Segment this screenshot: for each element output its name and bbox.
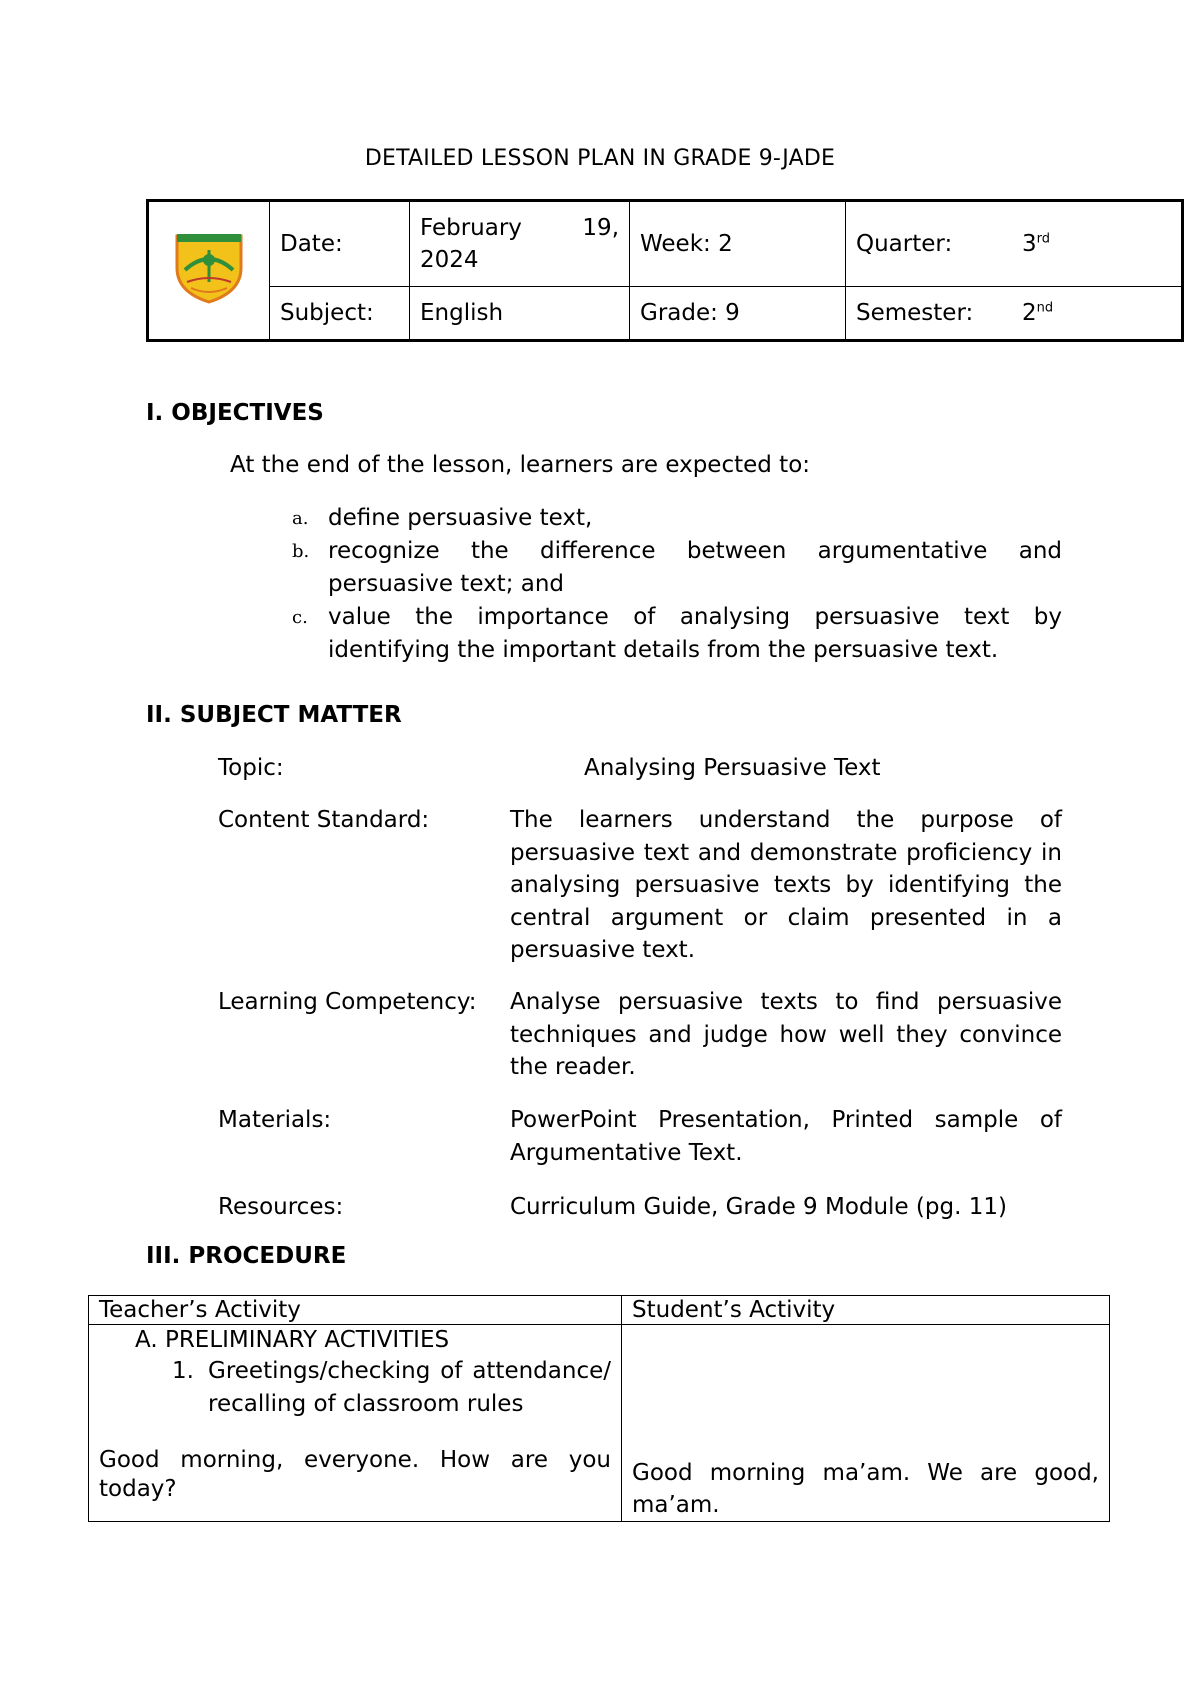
objectives-heading: I. OBJECTIVES bbox=[146, 400, 324, 426]
resources-value: Curriculum Guide, Grade 9 Module (pg. 11) bbox=[510, 1194, 1007, 1220]
subject-matter-heading: II. SUBJECT MATTER bbox=[146, 702, 402, 728]
objective-item: a. define persuasive text, bbox=[292, 505, 593, 531]
procedure-item-1: 1. Greetings/checking of attendance/ recalling of classroom rules bbox=[172, 1358, 611, 1417]
student-activity-header: Student’s Activity bbox=[622, 1296, 1110, 1325]
objective-item: b. recognize the difference between argumentative and persuasive text; and bbox=[292, 538, 1062, 597]
procedure-table bbox=[88, 1295, 1110, 1522]
resources-row bbox=[218, 1191, 1064, 1224]
student-activity-cell bbox=[622, 1325, 1110, 1522]
quarter-cell: Quarter: 3rd bbox=[846, 201, 1183, 287]
grade-cell: Grade: 9 bbox=[630, 287, 846, 341]
subject-label: Subject: bbox=[270, 287, 410, 341]
objectives-list bbox=[286, 502, 1062, 667]
learning-competency-label: Learning Competency: bbox=[218, 989, 477, 1015]
section-a-title: A. PRELIMINARY ACTIVITIES bbox=[135, 1327, 450, 1353]
materials-value: PowerPoint Presentation, Printed sample of Argumentative Text. bbox=[510, 1107, 1062, 1166]
teacher-activity-cell bbox=[89, 1325, 622, 1522]
learning-competency-value: Analyse persuasive texts to find persuasive techniques and judge how well they convince the reader. bbox=[510, 989, 1062, 1080]
teacher-activity-header: Teacher’s Activity bbox=[89, 1296, 622, 1325]
materials-label: Materials: bbox=[218, 1107, 332, 1133]
school-logo bbox=[173, 230, 245, 306]
student-reply: Good morning ma’am. We are good, ma’am. bbox=[632, 1460, 1099, 1518]
teacher-greeting: Good morning, everyone. How are you today? bbox=[99, 1447, 611, 1502]
topic-row bbox=[218, 752, 1064, 785]
subject-value: English bbox=[410, 287, 630, 341]
topic-label: Topic: bbox=[218, 755, 284, 781]
date-value: February 19, 2024 bbox=[410, 201, 630, 287]
procedure-heading: III. PROCEDURE bbox=[146, 1243, 347, 1269]
date-label: Date: bbox=[270, 201, 410, 287]
semester-cell: Semester: 2nd bbox=[846, 287, 1183, 341]
resources-label: Resources: bbox=[218, 1194, 344, 1220]
objectives-intro: At the end of the lesson, learners are expected to: bbox=[230, 452, 811, 478]
week-cell: Week: 2 bbox=[630, 201, 846, 287]
content-standard-row bbox=[218, 804, 1064, 974]
lesson-info-table bbox=[146, 199, 1184, 342]
learning-competency-row bbox=[218, 986, 1064, 1086]
school-logo-cell bbox=[148, 201, 270, 341]
topic-value: Analysing Persuasive Text bbox=[584, 755, 881, 781]
document-title: DETAILED LESSON PLAN IN GRADE 9-JADE bbox=[364, 146, 836, 171]
content-standard-label: Content Standard: bbox=[218, 807, 430, 833]
materials-row bbox=[218, 1104, 1064, 1174]
content-standard-value: The learners understand the purpose of persuasive text and demonstrate proficiency in analysing persuasive texts by identifying the central argument or claim presented in a persuasive text. bbox=[510, 807, 1062, 963]
objective-item: c. value the importance of analysing persuasive text by identifying the important details from the persuasive text. bbox=[292, 604, 1062, 663]
